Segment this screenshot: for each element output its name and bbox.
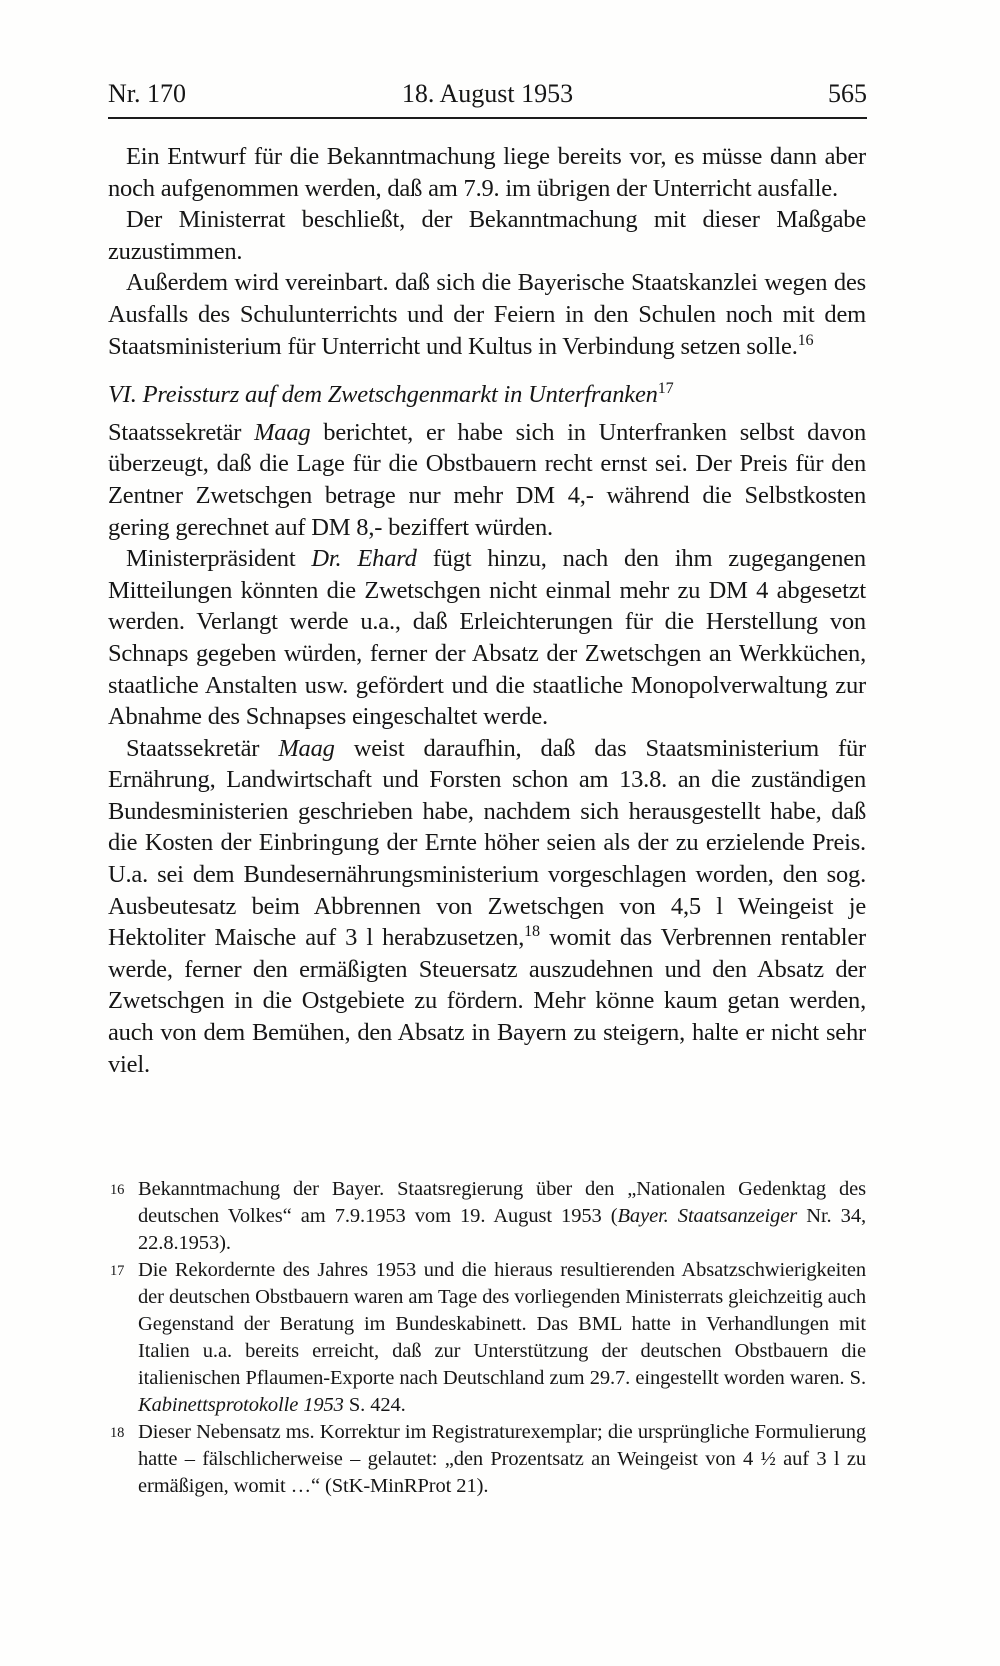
text-segment: Staatssekretär (108, 418, 255, 446)
text-segment: Dieser Nebensatz ms. Korrektur im Registraturexemplar; die ursprüngliche Formulierung hatte – fälschlicherweise – gelautet: „den Prozentsatz an Weingeist von 4 ½ auf 3 l zu ermäßigen, womit …“ (StK-MinRProt 21). (138, 1421, 866, 1497)
footnote-reference: 17 (657, 380, 674, 397)
footnotes-section (108, 1176, 866, 1500)
text-segment: Staatssekretär (126, 734, 279, 762)
paragraph-agreement-schools (108, 267, 866, 362)
page-header (108, 80, 867, 119)
text-segment: weist daraufhin, daß das Staatsministerium für Ernährung, Landwirtschaft und Forsten schon am 13.8. an die zuständigen Bundesministerien geschrieben habe, nachdem sich herausgestellt habe, daß die Kosten der Einbringung der Ernte höher seien als der zu erzielende Preis. U.a. sei dem Bundesernährungsministerium vorgeschlagen worden, den sog. Ausbeutesatz beim Abbrennen von Zwetschgen von 4,5 l Weingeist je Hektoliter Maische auf 3 l herabzusetzen, (108, 734, 866, 952)
text-segment: Bayer. Staatsanzeiger (617, 1205, 798, 1227)
text-segment: Ministerpräsident (126, 545, 312, 573)
text-segment: berichtet, er habe sich in Unterfranken selbst davon überzeugt, daß die Lage für die Obstbauern recht ernst sei. Der Preis für den Zentner Zwetschgen betrage nur mehr DM 4,- während die Selbstkosten gering gerechnet auf DM 8,- beziffert würden. (108, 418, 867, 541)
footnote-17 (108, 1257, 866, 1419)
text-segment: Kabinettsprotokolle 1953 (138, 1394, 344, 1416)
paragraph-maag-ministry-letter (108, 733, 866, 1081)
paragraph-council-resolution (108, 204, 866, 267)
session-date: 18. August 1953 (401, 79, 574, 108)
paragraph-ehard-addition (108, 543, 866, 733)
paragraph-maag-report (108, 417, 866, 543)
paragraph-draft-announcement (108, 141, 866, 204)
text-segment: Ein Entwurf für die Bekanntmachung liege bereits vor, es müsse dann aber noch aufgenommen werden, daß am 7.9. im übrigen der Unterricht ausfalle. (108, 143, 866, 202)
footnote-text (138, 1259, 866, 1416)
text-segment: Außerdem wird vereinbart. daß sich die Bayerische Staatskanzlei wegen des Ausfalls des Schulunterrichts und der Feiern in den Schulen noch mit dem Staatsministerium für Unterricht und Kultus in Verbindung setzen solle. (108, 269, 866, 360)
text-segment: VI. Preissturz auf dem Zwetschgenmarkt in Unterfranken (108, 381, 658, 409)
footnote-text (138, 1178, 866, 1254)
text-segment: Die Rekordernte des Jahres 1953 und die hieraus resultierenden Absatzschwierigkeiten der deutschen Obstbauern waren am Tage des vorliegenden Ministerrats gleichzeitig auch Gegenstand der Beratung im Bundeskabinett. Das BML hatte in Verhandlungen mit Italien u.a. bereits erreicht, daß zur Unterstützung der deutschen Obstbauern die italienischen Pflaumen-Exporte nach Deutschland zum 29.7. eingestellt worden waren. S. (138, 1259, 866, 1389)
footnote-number: 18 (110, 1425, 125, 1441)
text-segment: Nr. 34, 22.8.1953). (138, 1205, 867, 1254)
text-segment: Maag (254, 418, 311, 446)
footnote-number: 16 (110, 1182, 125, 1198)
footnote-16 (108, 1176, 866, 1257)
text-segment: S. 424. (343, 1394, 406, 1416)
text-segment: womit das Verbrennen rentabler werde, ferner den ermäßigten Steuersatz auszudehnen und den Absatz der Zwetschgen in die Ostgebiete zu fördern. Mehr könne kaum getan werden, auch von dem Bemühen, den Absatz in Bayern zu steigern, halte er nicht sehr viel. (108, 924, 866, 1078)
section-heading (108, 379, 866, 411)
text-segment: fügt hinzu, nach den ihm zugegangenen Mitteilungen könnten die Zwetschgen nicht einmal mehr zu DM 4 abgesetzt werden. Verlangt werde u.a., daß Erleichterungen für die Herstellung von Schnaps gegeben würden, ferner der Absatz der Zwetschgen an Werkküchen, staatliche Anstalten usw. gefördert und die staatliche Monopolverwaltung zur Abnahme des Schnapses eingeschaltet werde. (108, 545, 866, 731)
issue-number: Nr. 170 (108, 79, 186, 108)
footnote-reference: 18 (524, 923, 540, 941)
text-segment: Maag (278, 734, 335, 762)
text-segment: Dr. Ehard (311, 545, 417, 573)
footnote-reference: 16 (797, 331, 814, 349)
text-segment: Der Ministerrat beschließt, der Bekanntmachung mit dieser Maßgabe zuzustimmen. (108, 206, 866, 265)
footnote-18 (108, 1419, 866, 1500)
main-text (108, 141, 866, 1080)
footnote-number: 17 (110, 1263, 125, 1279)
footnote-text (138, 1421, 866, 1497)
page-number: 565 (828, 79, 867, 108)
text-segment: Bekanntmachung der Bayer. Staatsregierung über den „Nationalen Gedenktag des deutschen Volkes“ am 7.9.1953 vom 19. August 1953 ( (138, 1178, 866, 1227)
